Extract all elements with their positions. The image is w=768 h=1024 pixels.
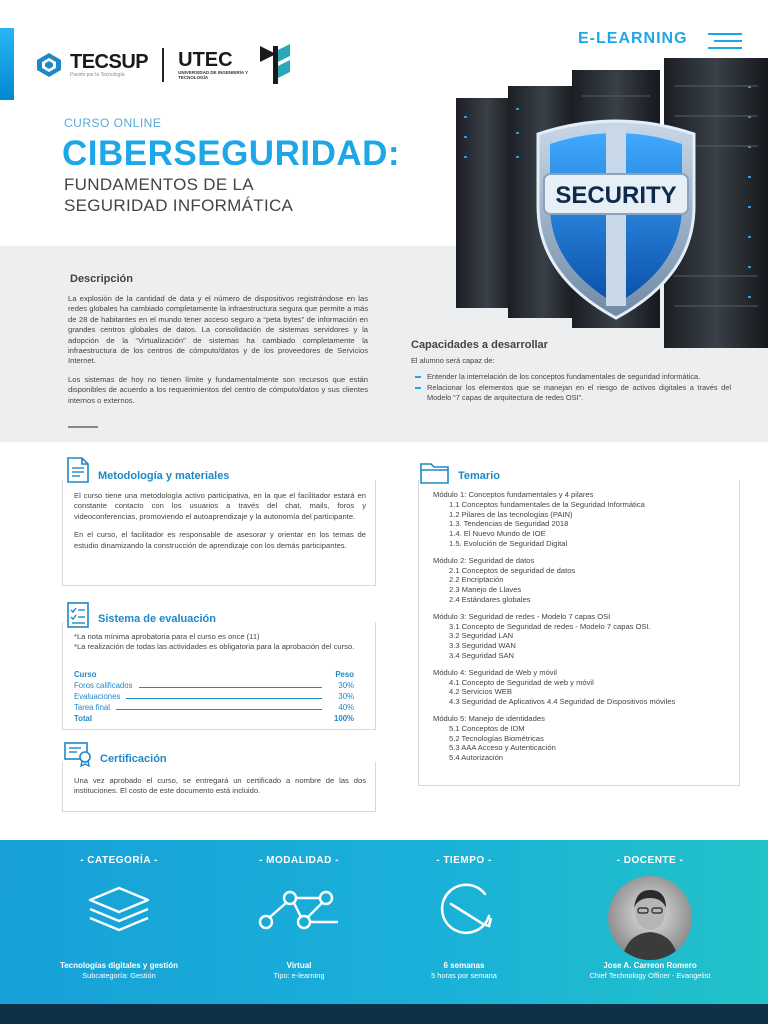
evaluation-title: Sistema de evaluación <box>98 613 216 625</box>
course-kicker: CURSO ONLINE <box>64 116 162 130</box>
module-topic: 1.1 Conceptos fundamentales de la Seguridad Informática <box>449 499 645 509</box>
teacher-avatar <box>608 876 692 960</box>
capacities-intro: El alumno será capaz de: <box>411 356 495 365</box>
module-title: Módulo 4: Seguridad de Web y móvil <box>433 667 557 677</box>
teacher-name: Jose A. Carreon Romero <box>603 961 697 970</box>
teacher-header <box>560 855 740 866</box>
certification-text: Una vez aprobado el curso, se entregará un certificado a nombre de las dos instituciones. El costo de este documento está incluido. <box>74 776 366 796</box>
module-topic: 2.1 Conceptos de seguridad de datos <box>449 565 576 575</box>
institution-logos <box>36 42 292 88</box>
module-title: Módulo 3: Seguridad de redes - Modelo 7 capas OSI <box>433 611 611 621</box>
evaluation-row-name: Tarea final <box>74 703 110 712</box>
teacher-portrait-icon <box>608 876 692 960</box>
elearning-label: E-LEARNING <box>578 30 688 47</box>
security-servers-illustration <box>452 56 768 356</box>
menu-icon[interactable] <box>708 33 742 54</box>
course-title: CIBERSEGURIDAD: <box>62 134 401 173</box>
capacities-list <box>411 372 731 404</box>
module-topic: 4.2 Servicios WEB <box>449 687 512 697</box>
module-topic: 3.3 Seguridad WAN <box>449 641 516 651</box>
footer-strip <box>0 1004 768 1024</box>
module-topic: 5.1 Conceptos de IDM <box>449 723 525 733</box>
module-topic: 1.2 Pilares de las tecnologías (PAIN) <box>449 509 573 519</box>
evaluation-row-weight: 30% <box>338 692 354 701</box>
tecsup-tagline: Pasión por la Tecnología <box>70 72 125 78</box>
modality-header <box>209 855 389 866</box>
description-title: Descripción <box>70 273 133 285</box>
evaluation-row <box>74 690 354 701</box>
methodology-paragraph-1: El curso tiene una metodología activo participativa, en la que el facilitador estará en constante contacto con los usuarios a través del chat, mails, foros y videoconferencias, promoviendo el autoaprendizaje y la autonomía del participante. <box>74 491 366 521</box>
evaluation-notes <box>74 632 366 653</box>
teacher-role: Chief Technology Officer - Evangelist <box>589 971 711 980</box>
module-topic: 2.2 Encriptación <box>449 575 504 585</box>
methodology-title: Metodología y materiales <box>98 470 230 482</box>
syllabus-module <box>433 556 743 605</box>
time-info <box>374 961 554 980</box>
modality-sub: Tipo: e-learning <box>273 971 325 980</box>
methodology-text <box>74 491 366 559</box>
module-topic: 3.1 Concepto de Seguridad de redes - Modelo 7 capas OSI. <box>449 621 651 631</box>
module-topic: 2.4 Estándares globales <box>449 594 531 604</box>
syllabus-module <box>433 714 743 763</box>
shield-label: SECURITY <box>555 182 677 209</box>
evaluation-row-name: Foros calificados <box>74 681 133 690</box>
syllabus-module <box>433 612 743 661</box>
module-topic: 1.3. Tendencias de Seguridad 2018 <box>449 519 569 529</box>
teacher-info <box>560 961 740 980</box>
time-header <box>374 855 554 866</box>
modality-label: - MODALIDAD - <box>259 855 339 866</box>
module-topic: 5.4 Autorización <box>449 753 504 763</box>
module-topic: 1.5. Evolución de Seguridad Digital <box>449 538 568 548</box>
network-icon <box>256 886 340 932</box>
evaluation-col-peso: Peso <box>335 670 354 679</box>
header-accent-bar <box>0 28 14 100</box>
course-subtitle <box>64 174 384 216</box>
module-topic: 5.2 Tecnologías Biométricas <box>449 733 544 743</box>
utec-logo-icon <box>256 44 292 86</box>
module-topic: 4.1 Concepto de Seguridad de web y móvil <box>449 677 594 687</box>
module-topic: 1.4. El Nuevo Mundo de IOE <box>449 529 546 539</box>
clock-icon <box>437 880 497 940</box>
syllabus-module <box>433 668 743 707</box>
module-topic: 5.3 AAA Acceso y Autenticación <box>449 743 556 753</box>
utec-wordmark <box>178 50 248 80</box>
evaluation-row-weight: 40% <box>338 703 354 712</box>
methodology-paragraph-2: En el curso, el facilitador es responsable de asesorar y orientar en los temas de estudio dinamizando la construcción de aprendizaje con los demás participantes. <box>74 530 366 550</box>
evaluation-table-header <box>74 668 354 679</box>
capacities-title: Capacidades a desarrollar <box>411 339 548 351</box>
tecsup-name: TECSUP <box>70 51 149 73</box>
modality-info <box>209 961 389 980</box>
tecsup-wordmark <box>70 52 148 78</box>
description-text <box>68 294 368 414</box>
category-info <box>29 961 209 980</box>
syllabus-content <box>433 490 743 763</box>
module-title: Módulo 2: Seguridad de datos <box>433 555 535 565</box>
utec-name: UTEC <box>178 49 233 71</box>
module-topic: 3.4 Seguridad SAN <box>449 650 515 660</box>
utec-tagline: UNIVERSIDAD DE INGENIERÍA Y TECNOLOGÍA <box>178 70 249 80</box>
module-topic: 3.2 Seguridad LAN <box>449 631 514 641</box>
evaluation-row <box>74 701 354 712</box>
capacity-item: Entender la interrelación de los conceptos fundamentales de seguridad informática. <box>411 372 731 382</box>
evaluation-row-weight: 30% <box>338 681 354 690</box>
evaluation-note-1: *La nota mínima aprobatoria para el curso es once (11) <box>74 632 260 641</box>
time-main: 6 semanas <box>443 961 485 970</box>
description-paragraph-1: La explosión de la cantidad de data y el número de dispositivos registrándose en las redes globales ha cambiado completamente la infraestructura segura que permite a más de 28 de habitantes en el mundo tener acceso seguro a “peta bytes” de información en grandes centros globales de datos. La consolidación de sistemas servidores y la adopción de la “Virtualización” de sistemas ha cambiado completamente la infraestructura de los centros de cómputo/datos y de los proveedores de Servicios Internet. <box>68 294 368 366</box>
time-sub: 5 horas por semana <box>431 971 497 980</box>
syllabus-module <box>433 490 743 549</box>
modality-main: Virtual <box>286 961 312 970</box>
evaluation-total-row <box>74 712 354 723</box>
description-divider <box>68 426 98 428</box>
category-sub: Subcategoría: Gestión <box>82 971 156 980</box>
evaluation-note-2: *La realización de todas las actividades es obligatoria para la aprobación del curso. <box>74 642 355 652</box>
layers-icon <box>86 884 152 936</box>
module-title: Módulo 5: Manejo de identidades <box>433 713 545 723</box>
description-paragraph-2: Los sistemas de hoy no tienen límite y fundamentalmente son recursos que están disponibles de acuerdo a los requerimientos del centro de cómputo/datos y sus clientes internos o externos. <box>68 374 368 405</box>
module-title: Módulo 1: Conceptos fundamentales y 4 pilares <box>433 490 594 499</box>
module-topic: 2.3 Manejo de Llaves <box>449 585 522 595</box>
time-label: - TIEMPO - <box>436 855 492 866</box>
evaluation-row-name: Evaluaciones <box>74 692 121 701</box>
subtitle-line-1: FUNDAMENTOS DE LA <box>64 175 254 194</box>
evaluation-total-value: 100% <box>334 714 354 723</box>
category-label: - CATEGORÍA - <box>80 855 158 866</box>
capacity-item: Relacionar los elementos que se manejan en el riesgo de activos digitales a través del Modelo “7 capas de arquitectura de redes OSI”. <box>411 383 731 403</box>
logo-separator <box>162 48 164 82</box>
syllabus-title: Temario <box>458 470 500 482</box>
teacher-label: - DOCENTE - <box>616 855 684 866</box>
subtitle-line-2: SEGURIDAD INFORMÁTICA <box>64 196 294 215</box>
evaluation-total-label: Total <box>74 714 93 723</box>
certification-title: Certificación <box>100 753 167 765</box>
module-topic: 4.3 Seguridad de Aplicativos 4.4 Seguridad de Dispositivos móviles <box>449 697 676 707</box>
evaluation-row <box>74 679 354 690</box>
evaluation-col-curso: Curso <box>74 670 97 679</box>
category-header <box>29 855 209 866</box>
evaluation-table <box>74 668 354 723</box>
tecsup-logo-icon <box>36 52 62 78</box>
category-main: Tecnologías digitales y gestión <box>59 961 179 970</box>
